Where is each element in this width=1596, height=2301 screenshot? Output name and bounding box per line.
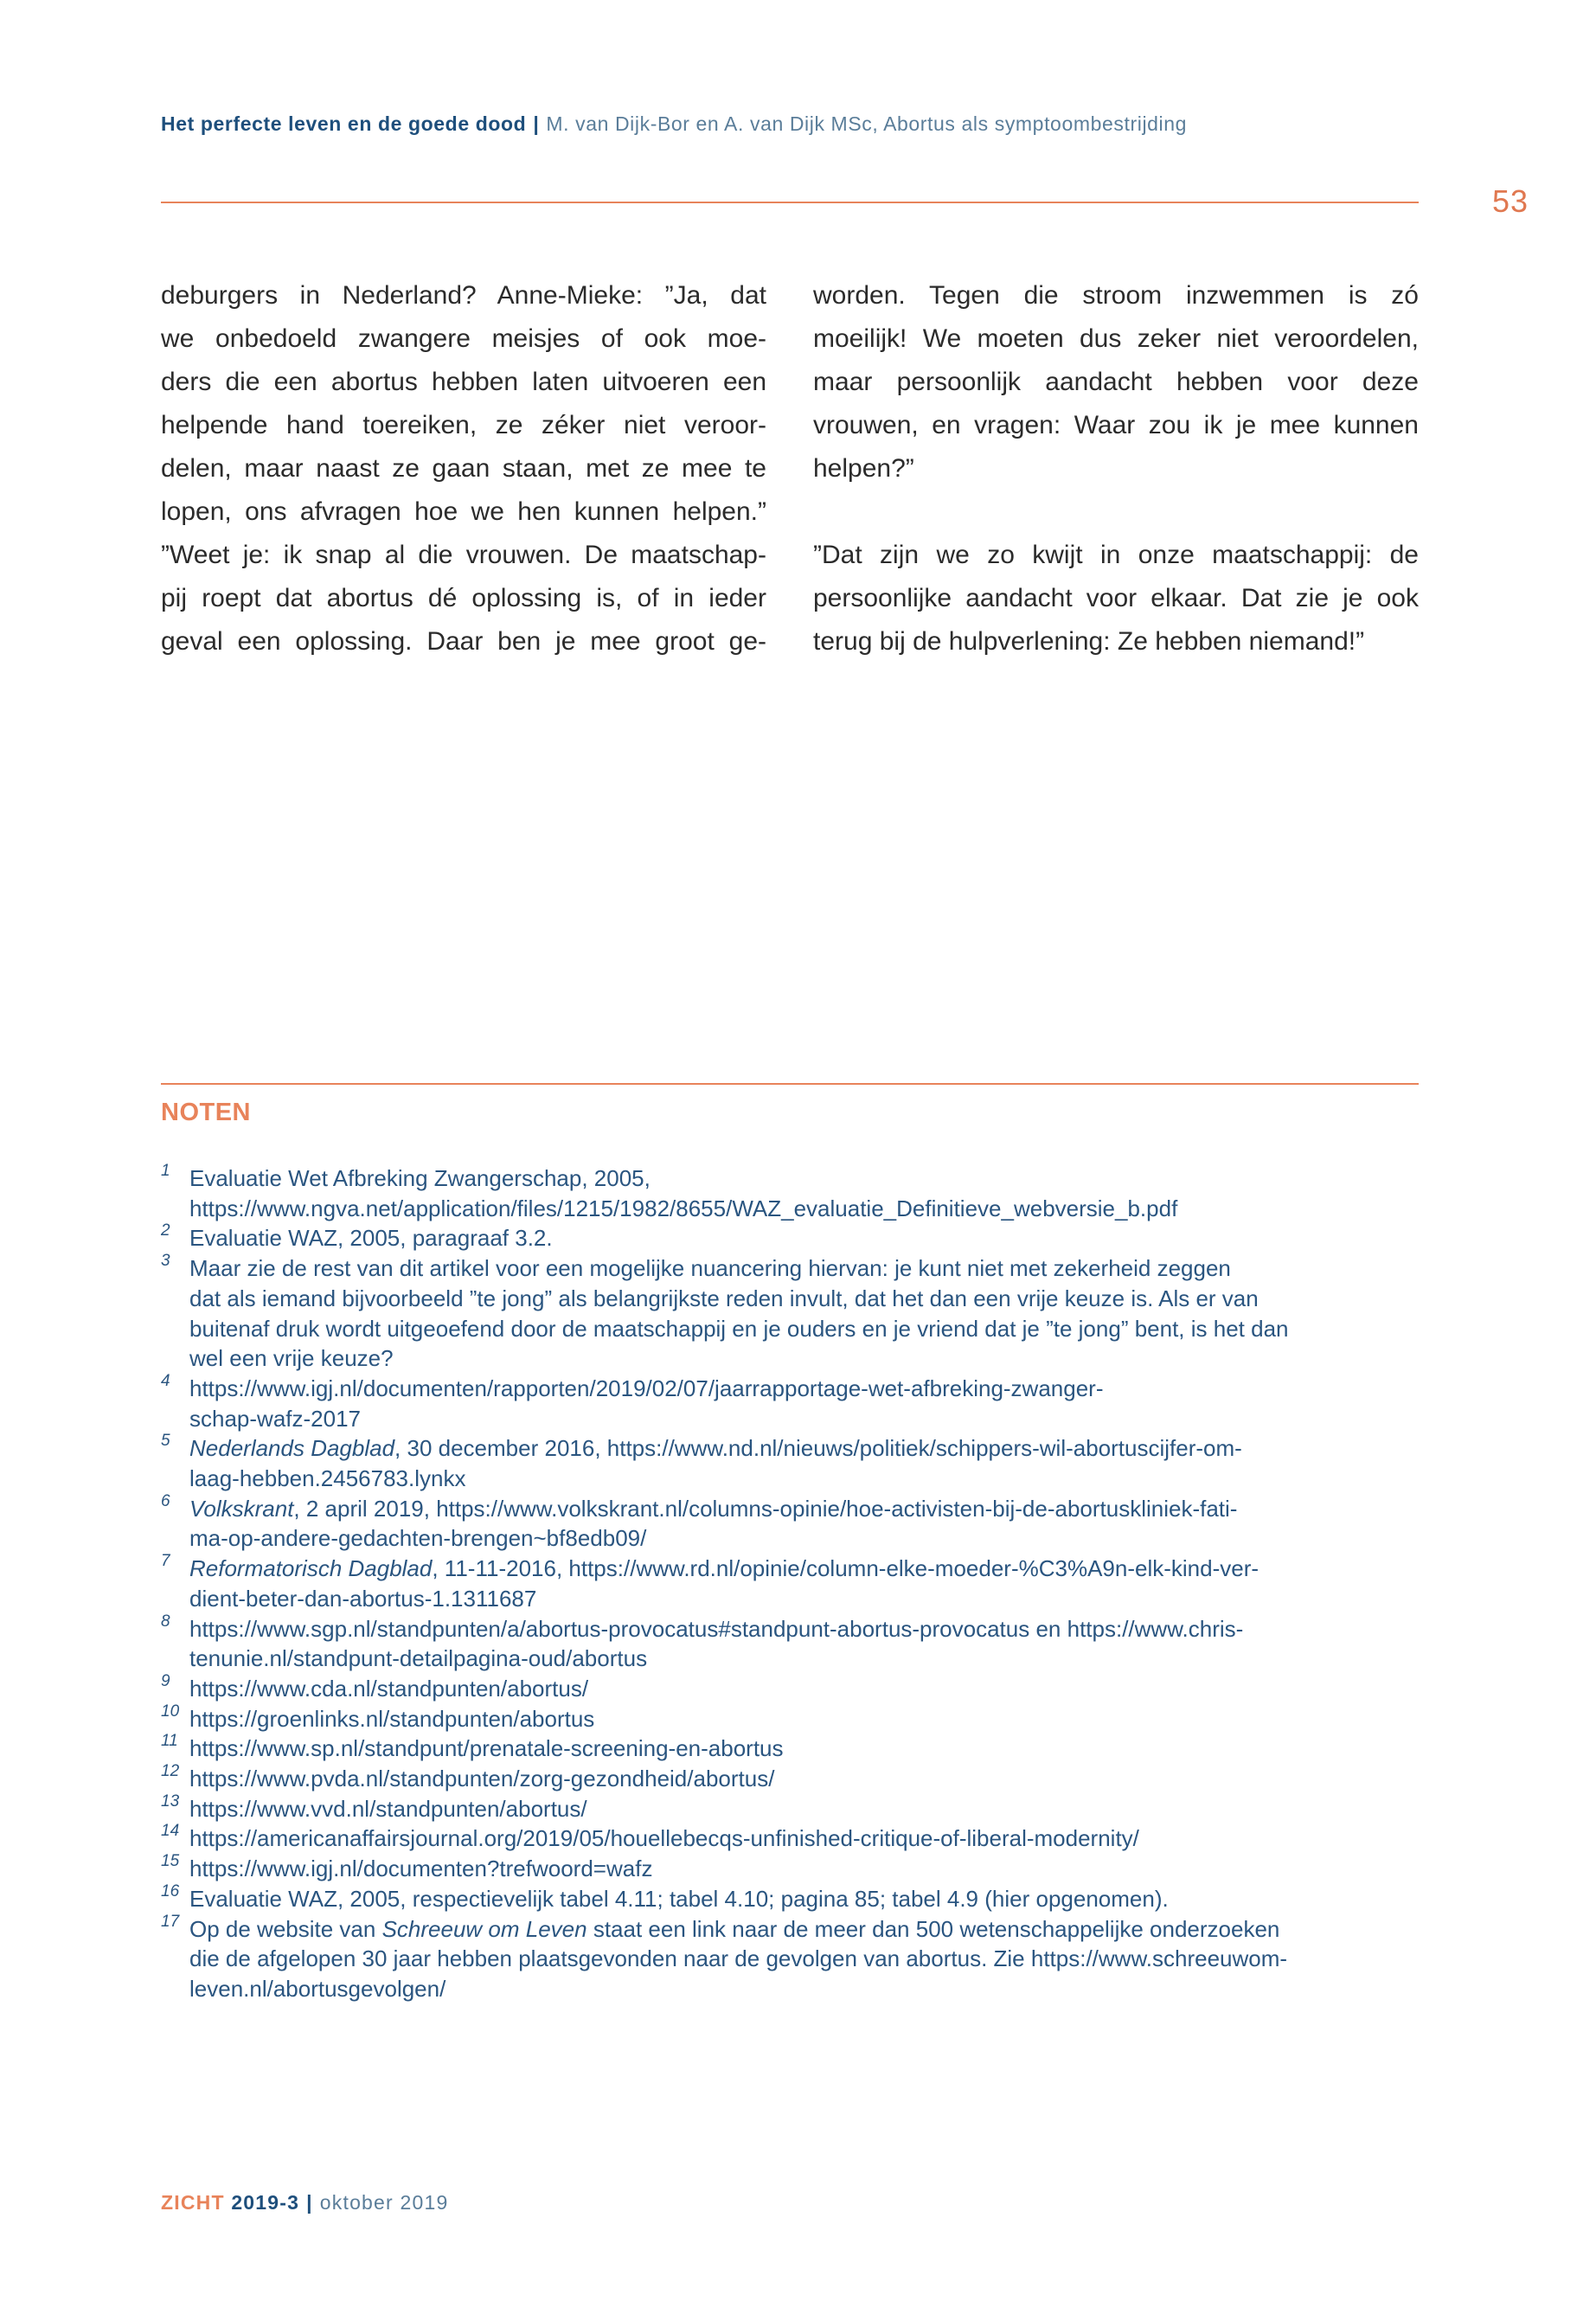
footer-separator: | — [306, 2191, 313, 2214]
note-link[interactable]: ma-op-andere-gedachten-brengen~bf8edb09/ — [189, 1525, 647, 1552]
note-number: 17 — [161, 1912, 180, 1931]
note-5 — [161, 1433, 1424, 1493]
note-link[interactable]: https://www.ngva.net/application/files/1215/1982/8655/WAZ_evaluatie_Definitieve_webversie_b.pdf — [189, 1195, 1178, 1221]
running-head-subtitle: M. van Dijk-Bor en A. van Dijk MSc, Abortus als symptoombestrijding — [546, 112, 1188, 135]
note-number: 14 — [161, 1822, 180, 1841]
running-head — [161, 112, 1187, 136]
note-4 — [161, 1371, 1424, 1433]
note-16 — [161, 1881, 1424, 1914]
note-7 — [161, 1554, 1424, 1613]
note-8 — [161, 1614, 1424, 1674]
note-number: 6 — [161, 1491, 170, 1510]
body-column-right — [813, 274, 1419, 663]
note-number: 4 — [161, 1371, 170, 1390]
note-number: 13 — [161, 1791, 180, 1811]
body-line: worden. Tegen die stroom inzwemmen is zó — [813, 281, 1419, 310]
note-15 — [161, 1854, 1424, 1884]
body-line: ”Dat zijn we zo kwijt in onze maatschappij: de — [813, 541, 1419, 569]
body-column-left — [161, 274, 766, 663]
note-number: 7 — [161, 1552, 170, 1571]
note-number: 1 — [161, 1162, 170, 1180]
body-line: geval een oplossing. Daar ben je mee groot ge- — [161, 627, 766, 656]
note-9 — [161, 1671, 1424, 1704]
header-divider — [161, 202, 1419, 203]
running-head-separator: | — [533, 112, 540, 135]
body-line: moeilijk! We moeten dus zeker niet veroordelen, — [813, 324, 1419, 353]
note-number: 8 — [161, 1612, 170, 1631]
body-line: we onbedoeld zwangere meisjes of ook moe- — [161, 324, 766, 353]
note-6 — [161, 1491, 1424, 1554]
note-text: die de afgelopen 30 jaar hebben plaatsgevonden naar de gevolgen van abortus. Zie https://www.schreeuwom- — [189, 1945, 1288, 1972]
note-text: buitenaf druk wordt uitgeoefend door de maatschappij en je ouders en je vriend dat je ”te jong” bent, is het dan — [189, 1315, 1289, 1342]
body-line: delen, maar naast ze gaan staan, met ze mee te — [161, 454, 766, 483]
footer-magazine: ZICHT — [161, 2191, 225, 2214]
body-line: pij roept dat abortus dé oplossing is, of in ieder — [161, 584, 766, 612]
body-line: persoonlijke aandacht voor elkaar. Dat zie je ook — [813, 584, 1419, 612]
body-line: helpen?” — [813, 454, 914, 483]
note-text: Evaluatie Wet Afbreking Zwangerschap, 2005, — [189, 1165, 651, 1191]
note-link[interactable]: laag-hebben.2456783.lynkx — [189, 1465, 466, 1492]
note-link[interactable]: , 11-11-2016, https://www.rd.nl/opinie/column-elke-moeder-%C3%A9n-elk-kind-ver- — [432, 1555, 1259, 1582]
note-number: 15 — [161, 1852, 180, 1871]
body-line: lopen, ons afvragen hoe we hen kunnen helpen.” — [161, 497, 766, 526]
note-14 — [161, 1823, 1424, 1854]
note-number: 16 — [161, 1881, 180, 1900]
note-link[interactable]: tenunie.nl/standpunt-detailpagina-oud/abortus — [189, 1645, 648, 1672]
note-text — [189, 1433, 1424, 1464]
body-line: helpende hand toereiken, ze zéker niet veroor- — [161, 411, 766, 439]
note-number: 10 — [161, 1702, 180, 1721]
paragraph-gap — [813, 490, 1419, 534]
note-link[interactable]: https://www.pvda.nl/standpunten/zorg-gezondheid/abortus/ — [189, 1766, 775, 1792]
running-head-title: Het perfecte leven en de goede dood — [161, 112, 527, 135]
note-text: Evaluatie WAZ, 2005, respectievelijk tabel 4.11; tabel 4.10; pagina 85; tabel 4.9 (hier opgenomen). — [189, 1885, 1169, 1912]
note-link[interactable]: https://www.sp.nl/standpunt/prenatale-screening-en-abortus — [189, 1735, 784, 1762]
page-number: 53 — [1492, 183, 1529, 219]
body-line: maar persoonlijk aandacht hebben voor deze — [813, 368, 1419, 396]
note-source: Reformatorisch Dagblad — [189, 1555, 433, 1582]
note-number: 9 — [161, 1671, 170, 1690]
notes-title: NOTEN — [161, 1099, 251, 1126]
note-text: wel een vrije keuze? — [189, 1345, 394, 1372]
note-text-part: Op de website van — [189, 1915, 382, 1942]
note-number: 2 — [161, 1221, 170, 1240]
note-link[interactable]: https://www.sgp.nl/standpunten/a/abortus-provocatus#standpunt-abortus-provocatus en https://www.chris- — [189, 1615, 1244, 1642]
note-13 — [161, 1791, 1424, 1824]
note-text-part: staat een link naar de meer dan 500 wetenschappelijke onderzoeken — [586, 1915, 1280, 1942]
note-text — [189, 1554, 1424, 1584]
note-1 — [161, 1163, 1424, 1223]
note-text: Maar zie de rest van dit artikel voor een mogelijke nuancering hiervan: je kunt niet met zekerheid zeggen — [189, 1255, 1231, 1282]
body-line: vrouwen, en vragen: Waar zou ik je mee kunnen — [813, 411, 1419, 439]
footer-issue: 2019-3 — [231, 2191, 300, 2214]
note-source: Schreeuw om Leven — [381, 1915, 587, 1942]
note-10 — [161, 1704, 1424, 1734]
note-link[interactable]: , 30 december 2016, https://www.nd.nl/nieuws/politiek/schippers-wil-abortuscijfer-om- — [394, 1435, 1242, 1462]
note-link[interactable]: leven.nl/abortusgevolgen/ — [189, 1975, 446, 2002]
note-link[interactable]: https://www.igj.nl/documenten/rapporten/2019/02/07/jaarrapportage-wet-afbreking-zwanger- — [189, 1375, 1104, 1401]
note-text — [189, 1914, 1424, 1945]
note-number: 3 — [161, 1252, 170, 1271]
note-12 — [161, 1764, 1424, 1794]
note-link[interactable]: https://www.vvd.nl/standpunten/abortus/ — [189, 1795, 587, 1822]
note-link[interactable]: https://americanaffairsjournal.org/2019/05/houellebecqs-unfinished-critique-of-liberal-modernity/ — [189, 1825, 1139, 1852]
body-line: ders die een abortus hebben laten uitvoeren een — [161, 368, 766, 396]
note-source: Nederlands Dagblad — [189, 1435, 395, 1462]
notes-divider — [161, 1083, 1419, 1085]
note-text: dat als iemand bijvoorbeeld ”te jong” als belangrijkste reden invult, dat het dan een vrije keuze is. Als er van — [189, 1285, 1259, 1311]
note-number: 12 — [161, 1762, 180, 1781]
body-line: ”Weet je: ik snap al die vrouwen. De maatschap- — [161, 541, 766, 569]
note-11 — [161, 1734, 1424, 1764]
note-link[interactable]: schap-wafz-2017 — [189, 1405, 361, 1432]
note-number: 5 — [161, 1432, 170, 1451]
note-link[interactable]: https://www.cda.nl/standpunten/abortus/ — [189, 1675, 589, 1702]
note-number: 11 — [161, 1732, 178, 1751]
note-link[interactable]: dient-beter-dan-abortus-1.1311687 — [189, 1585, 537, 1612]
body-line: terug bij de hulpverlening: Ze hebben niemand!” — [813, 627, 1365, 656]
note-2 — [161, 1223, 1424, 1253]
note-link[interactable]: https://groenlinks.nl/standpunten/abortus — [189, 1705, 595, 1732]
note-17 — [161, 1914, 1424, 2004]
notes-list — [161, 1163, 1424, 2004]
body-line: deburgers in Nederland? Anne-Mieke: ”Ja, dat — [161, 281, 766, 310]
note-source: Volkskrant — [189, 1495, 294, 1522]
note-text — [189, 1494, 1424, 1524]
note-link[interactable]: https://www.igj.nl/documenten?trefwoord=wafz — [189, 1856, 653, 1882]
footer-month: oktober 2019 — [319, 2191, 449, 2214]
note-link[interactable]: , 2 april 2019, https://www.volkskrant.nl/columns-opinie/hoe-activisten-bij-de-abortuskliniek-fati- — [293, 1495, 1238, 1522]
footer — [161, 2191, 448, 2214]
note-3 — [161, 1253, 1424, 1374]
note-text: Evaluatie WAZ, 2005, paragraaf 3.2. — [189, 1225, 553, 1252]
